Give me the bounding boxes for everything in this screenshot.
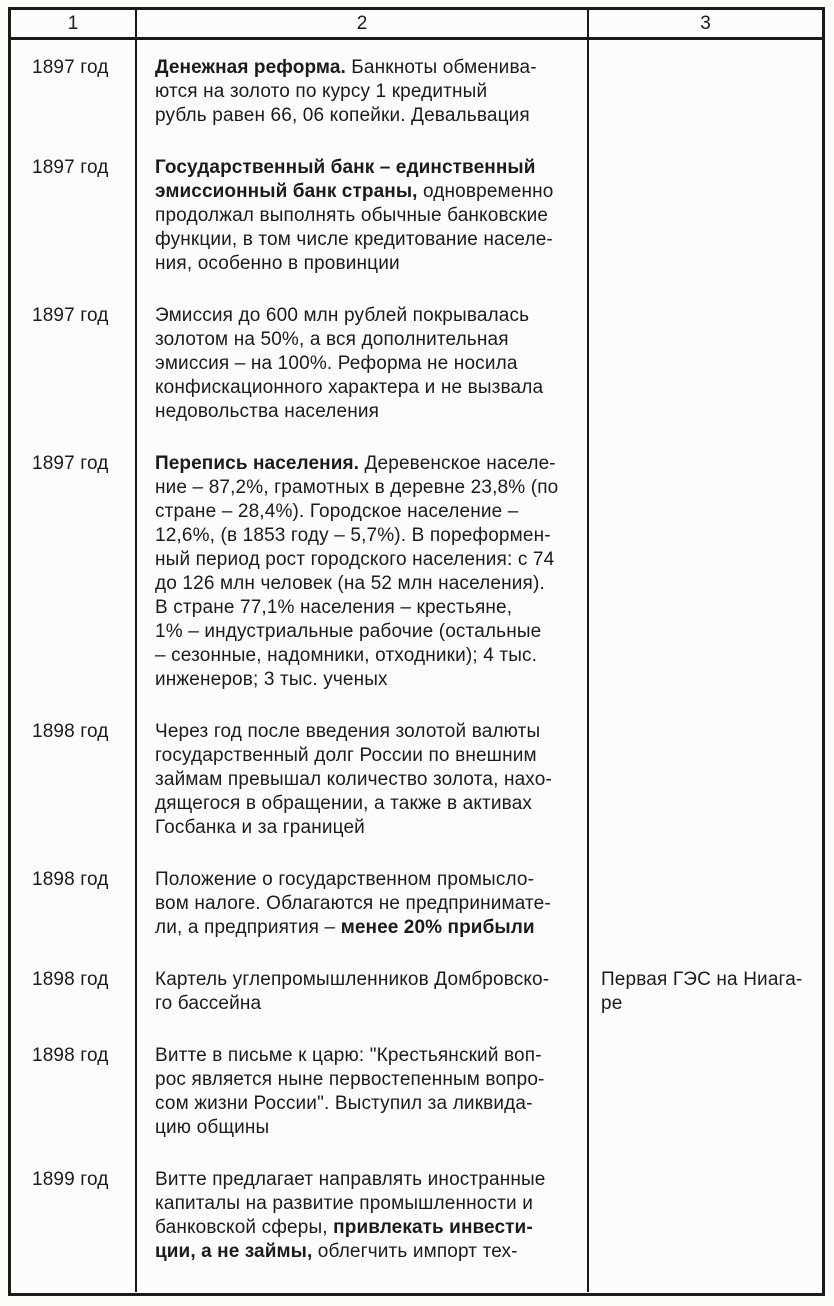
text-line: ли, а предприятия – менее 20% прибыли: [155, 917, 535, 938]
note-cell: [589, 1168, 822, 1292]
text-line: функции, в том числе кредитование населе-: [155, 229, 553, 250]
year-label: 1898 год: [32, 969, 109, 990]
table-row: [11, 304, 822, 452]
year-label: 1897 год: [32, 305, 109, 326]
note-cell: [589, 968, 822, 1044]
text-line: Государственный банк – единственный: [155, 157, 536, 178]
text-line: Через год после введения золотой валюты: [155, 721, 541, 742]
year-label: 1898 год: [32, 869, 109, 890]
year-cell: [11, 720, 137, 868]
text-line: 1% – индустриальные рабочие (остальные: [155, 621, 542, 642]
year-label: 1898 год: [32, 1045, 109, 1066]
text-line: ный период рост городского населения: с 74: [155, 549, 555, 570]
year-label: 1897 год: [32, 157, 109, 178]
event-cell: [137, 304, 589, 452]
note-cell: [589, 304, 822, 452]
note-cell: [589, 452, 822, 720]
year-label: 1899 год: [32, 1169, 109, 1190]
year-cell: [11, 968, 137, 1044]
event-cell: [137, 1044, 589, 1168]
note-cell: [589, 156, 822, 304]
text-line: Госбанка и за границей: [155, 817, 365, 838]
year-cell: [11, 304, 137, 452]
table-row: [11, 1044, 822, 1168]
year-cell: [11, 1044, 137, 1168]
table-row: [11, 40, 822, 156]
text-line: эмиссионный банк страны, одновременно: [155, 181, 554, 202]
text-line: рос является ныне первостепенным вопро-: [155, 1069, 545, 1090]
text-line: ние – 87,2%, грамотных в деревне 23,8% (по: [155, 477, 559, 498]
year-cell: [11, 868, 137, 968]
text-line: стране – 28,4%). Городское население –: [155, 501, 519, 522]
text-line: ре: [601, 993, 623, 1014]
year-cell: [11, 1168, 137, 1292]
event-cell: [137, 720, 589, 868]
header-col-2: 2: [137, 10, 589, 37]
event-cell: [137, 868, 589, 968]
text-line: дящегося в обращении, а также в активах: [155, 793, 533, 814]
text-line: цию общины: [155, 1117, 270, 1138]
table-body: [11, 40, 822, 1292]
text-line: Картель углепромышленников Домбровско-: [155, 969, 550, 990]
text-line: го бассейна: [155, 993, 262, 1014]
year-label: 1898 год: [32, 721, 109, 742]
text-line: рубль равен 66, 06 копейки. Девальвация: [155, 105, 530, 126]
text-line: до 126 млн человек (на 52 млн населения).: [155, 573, 545, 594]
header-col-3: 3: [700, 13, 711, 34]
text-line: Витте в письме к царю: "Крестьянский воп-: [155, 1045, 542, 1066]
text-line: Денежная реформа. Банкноты обменива-: [155, 57, 537, 78]
note-cell: [589, 720, 822, 868]
event-cell: [137, 156, 589, 304]
year-cell: [11, 156, 137, 304]
header-col-1: 1: [11, 10, 137, 37]
text-line: государственный долг России по внешним: [155, 745, 537, 766]
year-label: 1897 год: [32, 57, 109, 78]
text-line: Положение о государственном промысло-: [155, 869, 535, 890]
event-cell: [137, 40, 589, 156]
text-line: капиталы на развитие промышленности и: [155, 1193, 533, 1214]
text-line: инженеров; 3 тыс. ученых: [155, 669, 388, 690]
event-cell: [137, 968, 589, 1044]
text-line: конфискационного характера и не вызвала: [155, 377, 544, 398]
text-line: Эмиссия до 600 млн рублей покрывалась: [155, 305, 530, 326]
text-line: сом жизни России". Выступил за ликвида-: [155, 1093, 533, 1114]
table-row: [11, 720, 822, 868]
table-row: [11, 1168, 822, 1292]
chronology-table: [8, 7, 825, 1296]
table-header-row: [11, 10, 822, 40]
text-line: В стране 77,1% населения – крестьяне,: [155, 597, 513, 618]
table-row: [11, 452, 822, 720]
table-row: [11, 156, 822, 304]
text-line: займам превышал количество золота, нахо-: [155, 769, 552, 790]
year-cell: [11, 40, 137, 156]
text-line: ются на золото по курсу 1 кредитный: [155, 81, 488, 102]
text-line: Перепись населения. Деревенское населе-: [155, 453, 556, 474]
text-line: банковской сферы, привлекать инвести-: [155, 1217, 533, 1238]
text-line: продолжал выполнять обычные банковские: [155, 205, 549, 226]
text-line: Первая ГЭС на Ниага-: [601, 969, 803, 990]
year-cell: [11, 452, 137, 720]
year-label: 1897 год: [32, 453, 109, 474]
text-line: ции, а не займы, облегчить импорт тех-: [155, 1241, 518, 1262]
table-row: [11, 968, 822, 1044]
event-cell: [137, 1168, 589, 1292]
text-line: Витте предлагает направлять иностранные: [155, 1169, 546, 1190]
note-cell: [589, 40, 822, 156]
table-row: [11, 868, 822, 968]
text-line: золотом на 50%, а вся дополнительная: [155, 329, 509, 350]
text-line: 12,6%, (в 1853 году – 5,7%). В пореформен-: [155, 525, 551, 546]
text-line: вом налоге. Облагаются не предпринимате-: [155, 893, 551, 914]
note-cell: [589, 1044, 822, 1168]
text-line: недовольства населения: [155, 401, 380, 422]
note-cell: [589, 868, 822, 968]
text-line: ния, особенно в провинции: [155, 253, 400, 274]
event-cell: [137, 452, 589, 720]
text-line: эмиссия – на 100%. Реформа не носила: [155, 353, 518, 374]
text-line: – сезонные, надомники, отходники); 4 тыс.: [155, 645, 538, 666]
